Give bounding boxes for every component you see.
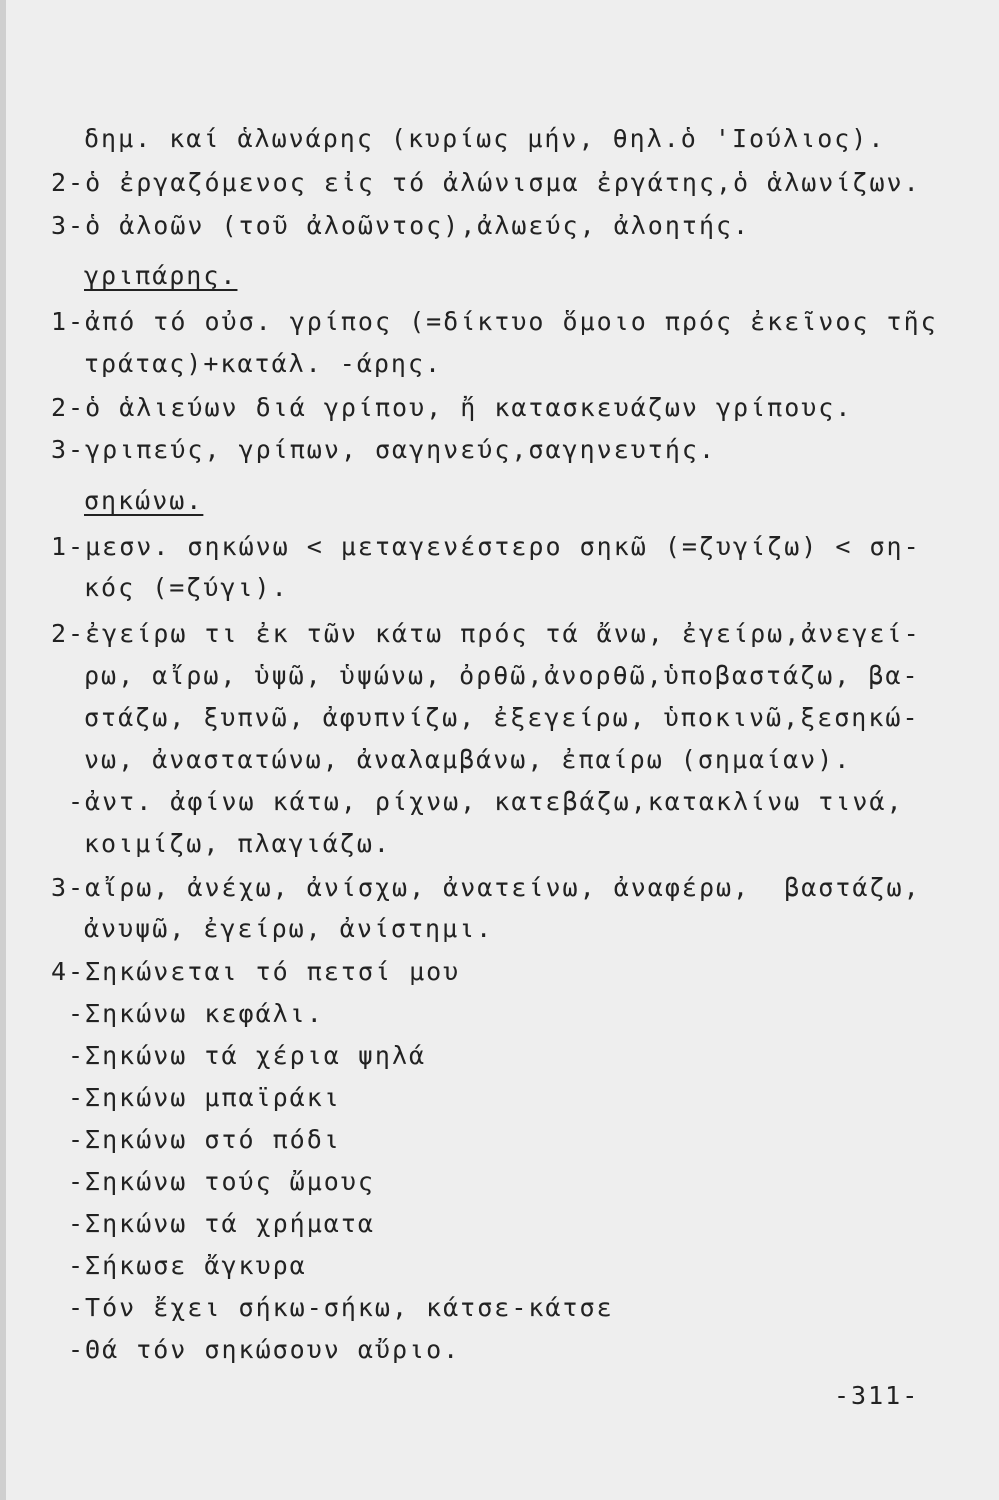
text-line: 3-ὁ ἀλοῶν (τοῦ ἀλοῶντος),ἀλωεύς, ἀλοητής. [51, 211, 751, 240]
text-line: -Τόν ἔχει σήκω-σήκω, κάτσε-κάτσε [68, 1293, 614, 1322]
text-line: -Σήκωσε ἄγκυρα [68, 1251, 307, 1280]
text-line: -ἀντ. ἀφίνω κάτω, ρίχνω, κατεβάζω,κατακλίνω τινά, [68, 787, 904, 816]
text-line: νω, ἀναστατώνω, ἀναλαμβάνω, ἐπαίρω (σημαίαν). [84, 745, 852, 774]
text-line: ἀνυψῶ, ἐγείρω, ἀνίστημι. [84, 914, 494, 943]
text-line: κός (=ζύγι). [84, 573, 289, 602]
text-line: δημ. καί ἁλωνάρης (κυρίως μήν, θηλ.ὁ 'Ιούλιος). [84, 124, 886, 153]
text-line: -Σηκώνω στό πόδι [68, 1125, 341, 1154]
text-line: 2-ἐγείρω τι ἐκ τῶν κάτω πρός τά ἄνω, ἐγείρω,ἀνεγεί- [51, 619, 921, 648]
text-line: 3-αἴρω, ἀνέχω, ἀνίσχω, ἀνατείνω, ἀναφέρω, βαστάζω, [51, 873, 921, 902]
text-line: ρω, αἴρω, ὑψῶ, ὑψώνω, ὀρθῶ,ἀνορθῶ,ὑποβαστάζω, βα- [84, 661, 920, 690]
text-line: 4-Σηκώνεται τό πετσί μου [51, 957, 461, 986]
text-line: -Σηκώνω τά χρήματα [68, 1209, 375, 1238]
text-line: -Θά τόν σηκώσουν αὔριο. [68, 1335, 461, 1364]
text-line: στάζω, ξυπνῶ, ἀφυπνίζω, ἐξεγείρω, ὑποκινῶ,ξεσηκώ- [84, 703, 920, 732]
text-line: 1-ἀπό τό οὐσ. γρίπος (=δίκτυο ὅμοιο πρός ἐκεῖνος τῆς [51, 307, 938, 336]
text-line: -Σηκώνω μπαϊράκι [68, 1083, 341, 1112]
page-number: -311- [834, 1381, 920, 1410]
entry-heading: σηκώνω. [84, 486, 204, 515]
text-line: τράτας)+κατάλ. -άρης. [84, 349, 443, 378]
text-line: 1-μεσν. σηκώνω < μεταγενέστερο σηκῶ (=ζυγίζω) < ση- [51, 532, 921, 561]
text-line: -Σηκώνω τά χέρια ψηλά [68, 1041, 427, 1070]
text-line: -Σηκώνω τούς ὤμους [68, 1167, 375, 1196]
text-line: 3-γριπεύς, γρίπων, σαγηνεύς,σαγηνευτής. [51, 435, 716, 464]
text-line: κοιμίζω, πλαγιάζω. [84, 829, 391, 858]
entry-heading: γριπάρης. [84, 261, 238, 290]
text-line: 2-ὁ ἁλιεύων διά γρίπου, ἤ κατασκευάζων γρίπους. [51, 393, 853, 422]
text-line: -Σηκώνω κεφάλι. [68, 999, 324, 1028]
text-line: 2-ὁ ἐργαζόμενος εἰς τό ἀλώνισμα ἐργάτης,ὁ ἁλωνίζων. [51, 168, 921, 197]
